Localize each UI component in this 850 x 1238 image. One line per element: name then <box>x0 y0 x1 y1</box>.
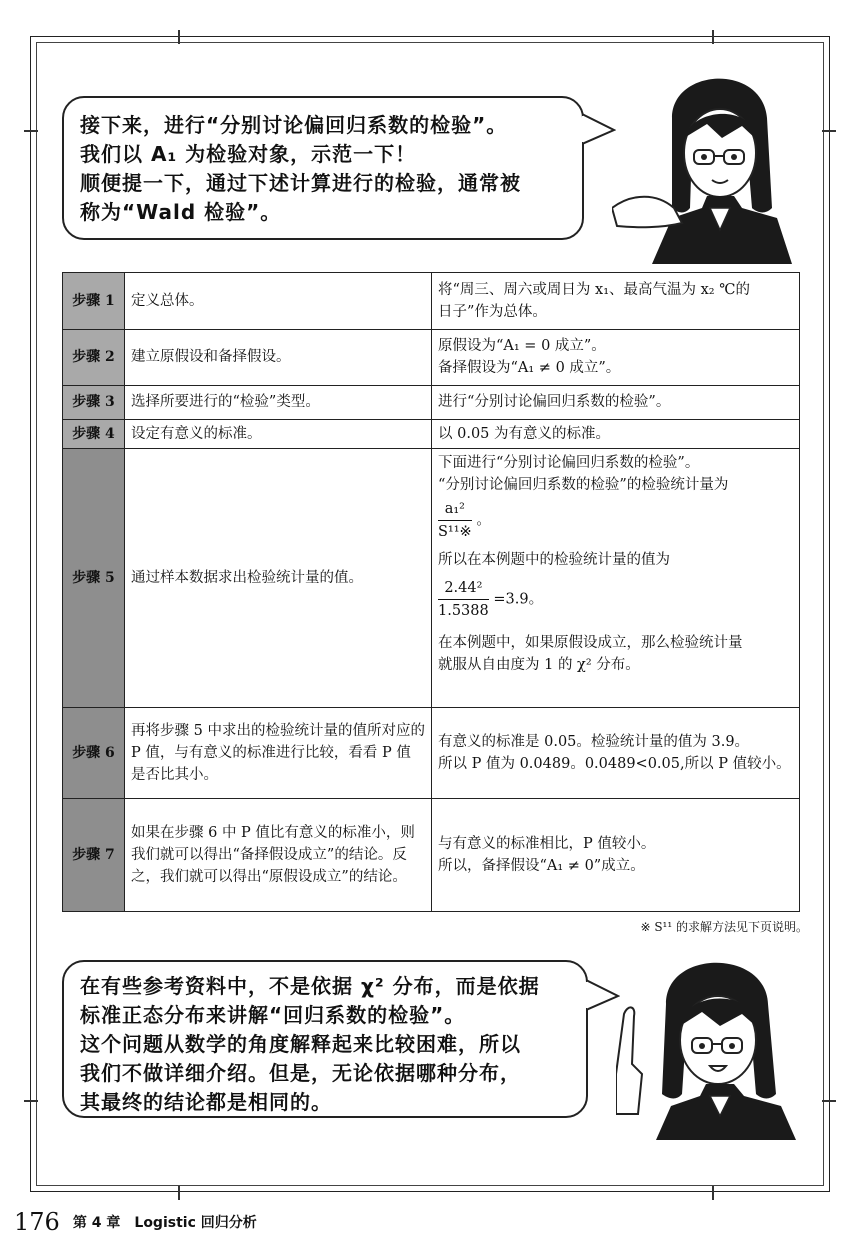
character-illustration-bottom <box>616 944 816 1140</box>
step-label: 步骤 7 <box>63 798 125 911</box>
step-detail-line: 所以，备择假设“A₁ ≠ 0”成立。 <box>438 857 645 874</box>
frame-tick <box>178 1186 180 1200</box>
step-detail-line: 将“周三、周六或周日为 x₁、最高气温为 x₂ ℃的 <box>438 281 750 298</box>
speech-bubble-bottom <box>62 960 588 1118</box>
bubble-top-line: 顺便提一下，通过下述计算进行的检验，通常被 <box>80 171 521 195</box>
step-detail-line: 备择假设为“A₁ ≠ 0 成立”。 <box>438 360 621 377</box>
step-detail-line: 与有意义的标准相比，P 值较小。 <box>438 835 656 852</box>
step-label: 步骤 4 <box>63 419 125 448</box>
chapter-title: 第 4 章 Logistic 回归分析 <box>72 1215 257 1231</box>
speech-bubble-top <box>62 96 584 240</box>
bubble-top-line: 称为“Wald 检验”。 <box>80 200 282 224</box>
speech-bubble-tail-bottom <box>586 978 620 1014</box>
bubble-bottom-line: 我们不做详细介绍。但是，无论依据哪种分布， <box>80 1061 521 1085</box>
frame-tick <box>712 30 714 44</box>
fraction-numerator: a₁² <box>438 498 472 521</box>
step-detail-line: 在本例题中，如果原假设成立，那么检验统计量 <box>438 634 743 651</box>
frame-tick <box>24 1100 38 1102</box>
table-row <box>63 386 800 419</box>
bubble-top-line: 我们以 A₁ 为检验对象，示范一下！ <box>80 142 417 166</box>
frame-tick <box>178 30 180 44</box>
step-description: 定义总体。 <box>125 273 432 330</box>
frame-tick <box>24 130 38 132</box>
bubble-bottom-line: 这个问题从数学的角度解释起来比较困难，所以 <box>80 1032 521 1056</box>
step-detail-line: 所以在本例题中的检验统计量的值为 <box>438 551 670 568</box>
step-detail <box>432 273 800 330</box>
step-label: 步骤 3 <box>63 386 125 419</box>
step-label: 步骤 5 <box>63 448 125 707</box>
bubble-bottom-line: 在有些参考资料中，不是依据 χ² 分布，而是依据 <box>80 974 540 998</box>
table-row <box>63 448 800 707</box>
step-detail-line: 下面进行“分别讨论偏回归系数的检验”。 <box>438 454 700 471</box>
step-description: 如果在步骤 6 中 P 值比有意义的标准小，则我们就可以得出“备择假设成立”的结论。反之，我们就可以得出“原假设成立”的结论。 <box>125 798 432 911</box>
frame-tick <box>712 1186 714 1200</box>
step-detail <box>432 329 800 386</box>
table-row <box>63 798 800 911</box>
step-label: 步骤 1 <box>63 273 125 330</box>
steps-table <box>62 272 800 912</box>
table-row <box>63 419 800 448</box>
step-description: 通过样本数据求出检验统计量的值。 <box>125 448 432 707</box>
table-row <box>63 273 800 330</box>
step-detail-line: 原假设为“A₁ = 0 成立”。 <box>438 338 606 355</box>
step-label: 步骤 6 <box>63 707 125 798</box>
table-row <box>63 329 800 386</box>
frame-tick <box>822 1100 836 1102</box>
frame-tick <box>822 130 836 132</box>
step-detail-line: 以 0.05 为有意义的标准。 <box>438 425 611 442</box>
bubble-top-line: 接下来，进行“分别讨论偏回归系数的检验”。 <box>80 113 508 137</box>
fraction-denominator: 1.5388 <box>438 602 489 619</box>
step-label: 步骤 2 <box>63 329 125 386</box>
step-detail <box>432 419 800 448</box>
step-detail <box>432 386 800 419</box>
step-detail-line: “分别讨论偏回归系数的检验”的检验统计量为 <box>438 476 729 493</box>
step-detail <box>432 798 800 911</box>
step-detail-line: 日子”作为总体。 <box>438 303 547 320</box>
speech-bubble-tail-top <box>582 112 616 148</box>
bubble-bottom-line: 标准正态分布来讲解“回归系数的检验”。 <box>80 1003 466 1027</box>
step-description: 再将步骤 5 中求出的检验统计量的值所对应的 P 值，与有意义的标准进行比较，看看 P 值是否比其小。 <box>125 707 432 798</box>
bubble-bottom-line: 其最终的结论都是相同的。 <box>80 1090 332 1114</box>
page-number: 176 <box>14 1208 60 1236</box>
footnote: ※ S¹¹ 的求解方法见下页说明。 <box>640 920 808 934</box>
step-detail <box>432 448 800 707</box>
formula-result: =3.9。 <box>493 591 544 608</box>
fraction-denominator: S¹¹※ <box>438 523 472 540</box>
step-description: 设定有意义的标准。 <box>125 419 432 448</box>
step-detail <box>432 707 800 798</box>
step-detail-line: 进行“分别讨论偏回归系数的检验”。 <box>438 394 671 411</box>
fraction <box>438 577 489 622</box>
character-illustration-top <box>612 58 812 264</box>
step-detail-line: 所以 P 值为 0.0489。0.0489<0.05,所以 P 值较小。 <box>438 755 791 772</box>
page-footer <box>14 1208 257 1236</box>
table-row <box>63 707 800 798</box>
formula-value <box>438 577 793 622</box>
step-detail-line: 就服从自由度为 1 的 χ² 分布。 <box>438 656 640 673</box>
fraction-numerator: 2.44² <box>438 577 489 600</box>
step-detail-line: 有意义的标准是 0.05。检验统计量的值为 3.9。 <box>438 733 750 750</box>
fraction <box>438 498 472 543</box>
formula-statistic <box>438 498 793 543</box>
step-description: 选择所要进行的“检验”类型。 <box>125 386 432 419</box>
step-description: 建立原假设和备择假设。 <box>125 329 432 386</box>
formula-suffix: 。 <box>476 512 491 529</box>
